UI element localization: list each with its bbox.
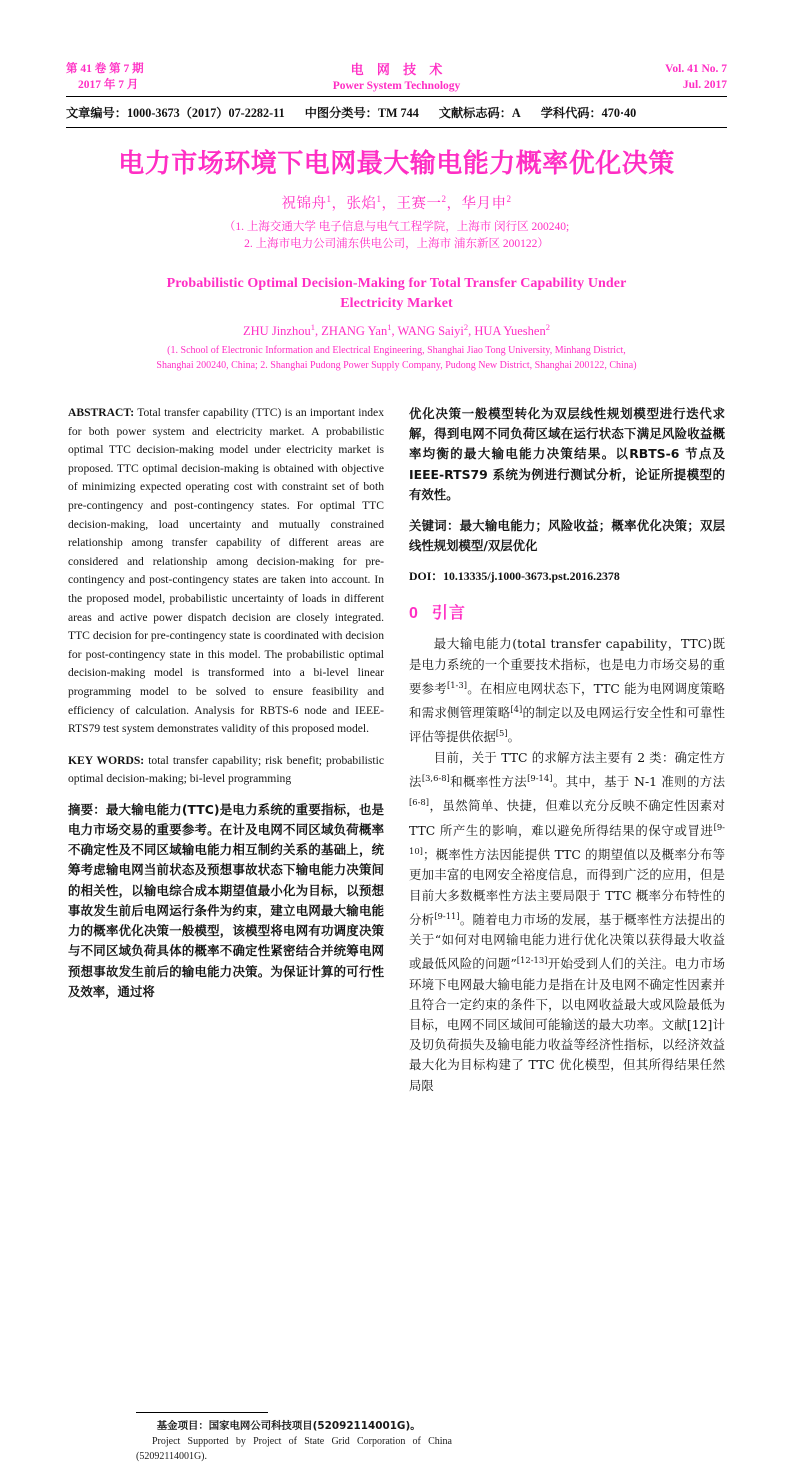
intro-p2-ref-4: [9-10]	[409, 821, 725, 856]
masthead-left	[66, 62, 236, 93]
document-code-label: 文献标志码：	[438, 106, 512, 120]
keywords-en-text: total transfer capability; risk benefit; probabilistic optimal decision-making; bi-level programming	[68, 753, 384, 786]
authors-en: ZHU Jinzhou$^1$, ZHANG Yan$^1$, WANG Saiyi$^2$, HUA Yueshen$^2$	[243, 321, 550, 338]
paper-title-en-line-2: Electricity Market	[340, 295, 453, 311]
intro-p1-ref-3: [5]	[495, 728, 508, 739]
intro-paragraph-2	[409, 748, 725, 1096]
section-title: 引言	[431, 605, 466, 623]
author-en-2	[321, 321, 392, 338]
author-cn-2	[347, 196, 382, 212]
intro-p1-a: 最大输电能力(total transfer capability，TTC)既是电力系统的一个重要技术指标，也是电力市场交易的重要参考	[409, 636, 725, 696]
document-code-value: A	[511, 106, 521, 120]
doi-line	[409, 568, 725, 585]
intro-p2-f: 。随着电力市场的发展，基于概率性方法提出的关于“如何对电网输电能力进行优化决策以获得最大收益或最低风险的问题”	[409, 911, 726, 972]
intro-p1-b: 。在相应电网状态下，TTC 能为电网调度策略和需求侧管理策略	[409, 680, 725, 721]
intro-p1-ref-2: [4]	[510, 704, 523, 715]
author-cn-3	[397, 196, 447, 212]
title-block	[66, 146, 727, 373]
masthead-center	[236, 62, 557, 94]
affiliation-en-line-2: Shanghai 200240, China; 2. Shanghai Pudong Power Supply Company, Pudong New District, Shanghai 200122, China)	[156, 359, 637, 371]
subject-code-label: 学科代码：	[540, 106, 602, 120]
keywords-cn	[409, 516, 725, 556]
abstract-cn-text: 最大输电能力(TTC)是电力系统的重要指标，也是电力市场交易的重要参考。在计及电网不同区域负荷概率不确定性及不同区域输电能力相互制约关系的基础上，统筹考虑输电网当前状态及预想事故状态下输电能力决策间的相关性，以输电综合成本期望值最小化为目标，以预想事故发生前后电网运行条件为约束，建立电网最大输电能力的概率优化决策一般模型，该模型将电网有功调度决策与不同区域负荷具体的概率不确定性紧密结合并统筹电网预想事故发生前后的输电能力决策。为保证计算的可行性及效率，通过将	[68, 801, 385, 999]
author-en-1-sup: 1	[310, 321, 315, 332]
keywords-cn-label: 关键词：	[409, 518, 460, 534]
affiliations-en	[66, 343, 727, 373]
doi-value: 10.13335/j.1000-3673.pst.2016.2378	[443, 569, 620, 584]
author-cn-3-name: 王赛一	[396, 195, 442, 212]
intro-p1-c: 的制定以及电网运行安全性和可靠性评估等提供依据	[409, 705, 725, 745]
author-en-4	[474, 321, 550, 338]
abstract-en-label: ABSTRACT:	[68, 406, 135, 419]
issue-date-en: Jul. 2017	[682, 78, 727, 91]
author-en-3-name: WANG Saiyi	[397, 323, 464, 338]
intro-p2-ref-3: [6-8]	[409, 797, 430, 808]
intro-p2-a: 目前，关于 TTC 的求解方法主要有 2 类：确定性方法	[409, 749, 725, 790]
clc-label: 中图分类号：	[304, 106, 378, 120]
document-code	[439, 106, 521, 120]
intro-p2-ref-6: [12-13]	[516, 955, 548, 966]
affiliation-cn-line-2: 2. 上海市电力公司浦东供电公司，上海市 浦东新区 200122）	[244, 237, 549, 250]
abstract-en-text: Total transfer capability (TTC) is an important index for both power system and electricity market. A probabilistic optimal TTC decision-making model under electricity market is proposed. TTC optimal decision-making is obtained with objective of minimizing expected operating cost with constraint set of both pre-contingency and post-contingency states. For optimal TTC decision-making, load uncertainty and mutually constrained relationship among transfer capability of different areas are considered and relationship among decision-making for pre-contingency and post-contingency states are taken into account. In the proposed model, probabilistic uncertainty of loads in different areas and active power dispatch decision are closely integrated. TTC decision for pre-contingency state is coordinated with decision for post-contingency state in this model. The probabilistic optimal decision-making model is transformed into a bi-level linear programming model to be solved to ensure feasibility and efficiency of calculation. Analysis for RBTS-6 node and IEEE-RTS79 test system demonstrates validity of this proposed model.	[68, 406, 384, 736]
funding-cn-text: 国家电网公司科技项目(52092114001G)。	[208, 1420, 421, 1432]
abstract-cn-label: 摘要：	[68, 801, 106, 817]
author-cn-4-name: 华月申	[461, 195, 507, 212]
column-right	[409, 404, 725, 1096]
intro-p2-c: 。其中，基于 N-1 准则的方法	[552, 774, 726, 790]
masthead-rule-top	[66, 96, 727, 97]
intro-p1-d: 。	[507, 729, 520, 745]
subject-code-value: 470·40	[601, 106, 637, 120]
abstract-cn	[68, 800, 384, 1002]
paper-title-en	[66, 274, 727, 314]
author-cn-1	[282, 196, 332, 212]
clc-value: TM 744	[377, 106, 419, 120]
clc-number	[305, 106, 419, 120]
author-en-1-name: ZHU Jinzhou	[243, 323, 311, 338]
section-heading-introduction	[409, 600, 725, 623]
author-en-1	[243, 321, 315, 338]
funding-footnote	[136, 1412, 452, 1464]
intro-paragraph-1	[409, 634, 725, 747]
subject-code	[541, 106, 636, 120]
journal-name-en: Power System Technology	[332, 79, 461, 92]
author-en-2-name: ZHANG Yan	[321, 323, 388, 338]
masthead-right	[557, 62, 727, 93]
article-number	[66, 106, 285, 120]
author-cn-1-sup: 1	[326, 194, 332, 204]
author-cn-2-sup: 1	[376, 194, 382, 204]
author-cn-4	[462, 196, 512, 212]
author-cn-3-sup: 2	[441, 194, 447, 204]
doi-label: DOI：	[409, 569, 444, 584]
paper-title-en-line-1: Probabilistic Optimal Decision-Making for Total Transfer Capability Under	[166, 275, 627, 291]
affiliations-cn	[66, 219, 727, 253]
affiliation-en-line-1: (1. School of Electronic Information and Electrical Engineering, Shanghai Jiao Tong University, Minhang District,	[167, 344, 626, 356]
intro-p2-ref-1: [3,6-8]	[421, 773, 450, 784]
volume-issue-cn: 第 41 卷 第 7 期	[66, 63, 144, 75]
article-number-label: 文章编号：	[66, 106, 127, 120]
intro-p2-ref-5: [9-11]	[434, 910, 460, 921]
funding-en: Project Supported by Project of State Grid Corporation of China (52092114001G).	[136, 1436, 452, 1462]
author-en-3-sup: 2	[463, 321, 469, 332]
author-cn-2-name: 张焰	[346, 195, 377, 212]
intro-p2-e: ；概率性方法因能提供 TTC 的期望值以及概率分布等更加丰富的电网安全裕度信息，而得到广泛的应用，但是目前大多数概率性方法主要局限于 TTC 概率分布特性的分析	[409, 847, 725, 927]
funding-cn	[136, 1419, 452, 1434]
masthead-rule-bottom	[66, 127, 727, 128]
funding-cn-label: 基金项目：	[156, 1420, 209, 1432]
author-cn-4-sup: 2	[506, 194, 512, 204]
intro-p1-ref-1: [1-3]	[446, 679, 467, 690]
abstract-cn-continued: 优化决策一般模型转化为双层线性规划模型进行迭代求解，得到电网不同负荷区域在运行状态下满足风险收益概率均衡的最大输电能力决策结果。以RBTS-6 节点及 IEEE-RTS79 系统为例进行测试分析，论证所提模型的有效性。	[409, 406, 725, 502]
keywords-en-label: KEY WORDS:	[68, 753, 145, 767]
section-number: 0	[409, 605, 419, 623]
author-en-2-sup: 1	[387, 321, 392, 332]
keywords-cn-text: 最大输电能力；风险收益；概率优化决策；双层线性规划模型/双层优化	[409, 518, 726, 554]
paper-title-cn: 电力市场环境下电网最大输电能力概率优化决策	[118, 148, 675, 178]
article-meta-line	[66, 104, 727, 121]
author-en-4-sup: 2	[545, 321, 550, 332]
affiliation-cn-line-1: （1. 上海交通大学 电子信息与电气工程学院，上海市 闵行区 200240;	[223, 220, 570, 233]
intro-p2-g: 开始受到人们的关注。电力市场环境下电网最大输电能力是指在计及电网不确定性因素并且符合一定约束的条件下，以电网收益最大或风险最低为目标，电网不同区域间可能输送的最大功率。文献[12]计及切负荷损失及输电能力收益等经济性指标，以经济效益最大化为目标构建了 TTC 优化模型，但其所得结果任然局限	[409, 956, 725, 1093]
journal-name-cn: 电 网 技 术	[350, 62, 448, 77]
issue-date-cn: 2017 年 7 月	[78, 78, 139, 91]
author-en-4-name: HUA Yueshen	[474, 323, 546, 338]
abstract-en	[68, 404, 384, 739]
author-cn-1-name: 祝锦舟	[281, 195, 327, 212]
intro-p2-b: 和概率性方法	[449, 774, 528, 790]
intro-p2-d: ，虽然简单、快捷，但难以充分反映不确定性因素对 TTC 所产生的影响，难以避免所得结果的保守或冒进	[409, 798, 725, 838]
author-en-3	[397, 321, 469, 338]
volume-issue-en: Vol. 41 No. 7	[665, 63, 727, 75]
intro-p2-ref-2: [9-14]	[527, 773, 553, 784]
masthead	[66, 62, 727, 94]
keywords-en	[68, 752, 384, 789]
footnote-rule	[136, 1412, 268, 1413]
article-number-value: 1000-3673（2017）07-2282-11	[126, 106, 285, 120]
authors-cn: 祝锦舟$^1$，张焰$^1$，王赛一$^2$，华月申$^2$	[281, 194, 512, 212]
